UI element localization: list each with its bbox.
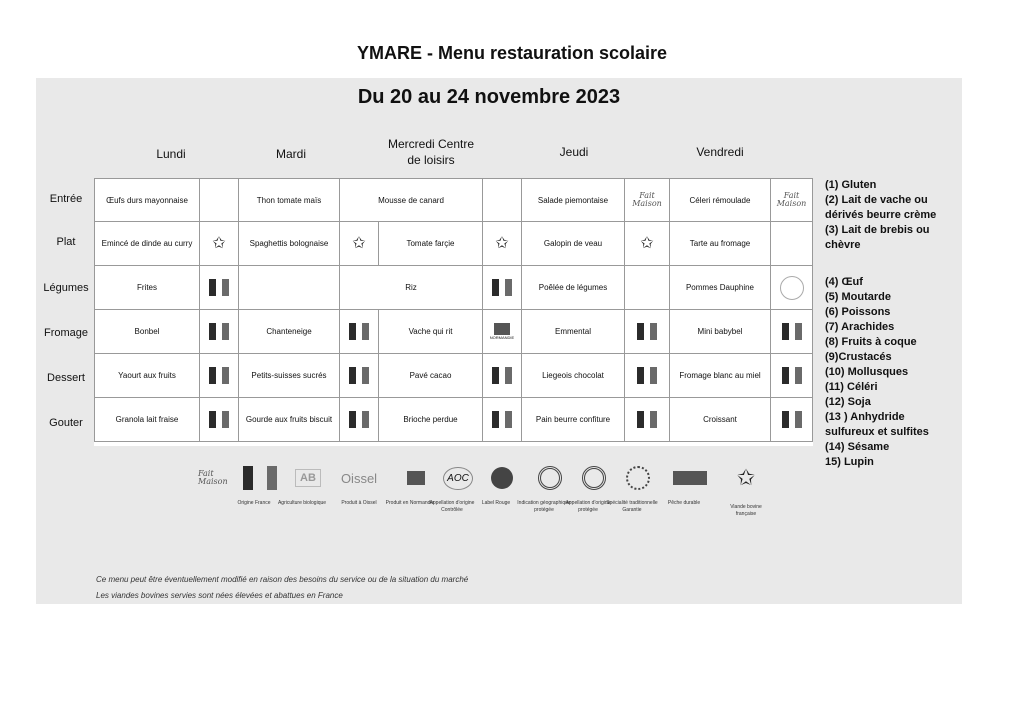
allergen-item: (7) Arachides xyxy=(825,321,895,333)
viande-bovine-star-icon: ✩ xyxy=(640,234,654,252)
page-title: YMARE - Menu restauration scolaire xyxy=(356,43,668,63)
row-legumes: Légumes xyxy=(43,282,89,294)
cell-jeudi-entree-badge xyxy=(624,178,670,222)
cell-vendredi-legumes-badge xyxy=(770,265,813,310)
cell-mardi-dessert: Petits-suisses sucrés xyxy=(238,353,340,398)
cell-mardi-gouter-badge xyxy=(339,397,379,442)
legend-label: Spécialité traditionnelle Garantie xyxy=(606,500,658,513)
row-fromage: Fromage xyxy=(43,327,89,339)
cell-vendredi-dessert: Fromage blanc au miel xyxy=(669,353,771,398)
cell-mardi-plat-badge xyxy=(339,221,379,266)
origine-france-icon xyxy=(209,279,229,296)
legend-label: Origine France xyxy=(237,500,271,506)
cell-mercredi-dessert-badge xyxy=(482,353,522,398)
date-range: Du 20 au 24 novembre 2023 xyxy=(357,86,621,108)
cell-lundi-gouter: Granola lait fraise xyxy=(94,397,200,442)
origine-france-icon xyxy=(492,411,512,428)
legend-viande-bovine xyxy=(730,464,762,534)
note-1: Ce menu peut être éventuellement modifié en raison des besoins du service ou de la situation du marché xyxy=(96,575,469,584)
legend-label-rouge xyxy=(481,464,518,534)
label-round-icon xyxy=(780,276,804,300)
fait-maison-icon: Fait Maison xyxy=(776,191,807,208)
origine-france-icon xyxy=(782,367,802,384)
allergen-item: (9)Crustacés xyxy=(825,351,892,363)
normandie-label: NORMANDIE xyxy=(489,334,515,340)
origine-france-icon xyxy=(492,279,512,296)
allergen-item: (5) Moutarde xyxy=(825,291,891,303)
cell-jeudi-fromage: Emmental xyxy=(521,309,625,354)
cell-jeudi-dessert: Liegeois chocolat xyxy=(521,353,625,398)
normandie-icon xyxy=(407,471,425,485)
cell-jeudi-legumes: Poêlée de légumes xyxy=(521,265,625,310)
cell-mercredi-plat: Tomate farçie xyxy=(378,221,483,266)
origine-france-icon xyxy=(782,411,802,428)
cell-mercredi-legumes-badge xyxy=(482,265,522,310)
cell-jeudi-dessert-badge xyxy=(624,353,670,398)
legend-origine-france xyxy=(237,464,276,534)
legend-label: Indication géographique protégée xyxy=(517,500,571,513)
cell-mercredi-fromage-badge xyxy=(482,309,522,354)
aop-icon xyxy=(582,466,606,490)
allergen-item: 15) Lupin xyxy=(825,456,874,468)
cell-lundi-entree: Œufs durs mayonnaise xyxy=(94,178,200,222)
cell-vendredi-gouter: Croissant xyxy=(669,397,771,442)
legend-bio xyxy=(277,464,327,534)
day-vendredi: Vendredi xyxy=(696,145,744,159)
cell-vendredi-dessert-badge xyxy=(770,353,813,398)
cell-jeudi-gouter-badge xyxy=(624,397,670,442)
normandie-icon xyxy=(494,323,510,335)
cell-vendredi-entree: Céleri rémoulade xyxy=(669,178,771,222)
allergen-item: (3) Lait de brebis ou chèvre xyxy=(825,224,930,251)
viande-bovine-star-icon: ✩ xyxy=(212,234,226,252)
row-entree: Entrée xyxy=(49,193,83,205)
origine-france-icon xyxy=(637,367,657,384)
cell-vendredi-plat: Tarte au fromage xyxy=(669,221,771,266)
cell-mardi-entree: Thon tomate maïs xyxy=(238,178,340,222)
cell-vendredi-fromage: Mini babybel xyxy=(669,309,771,354)
legend-label: Agriculture biologique xyxy=(277,500,327,506)
legend-label: Appellation d'origine Contrôlée xyxy=(429,500,475,513)
igp-icon xyxy=(538,466,562,490)
viande-bovine-star-icon: ✩ xyxy=(736,465,756,490)
cell-mardi-dessert-badge xyxy=(339,353,379,398)
legend-stg xyxy=(606,464,658,534)
cell-lundi-entree-badge xyxy=(199,178,239,222)
legend-aop xyxy=(565,464,611,534)
cell-mardi-legumes xyxy=(238,265,340,310)
cell-mardi-fromage: Chanteneige xyxy=(238,309,340,354)
day-mercredi: Mercredi Centre de loisirs xyxy=(387,137,475,167)
cell-lundi-fromage: Bonbel xyxy=(94,309,200,354)
legend-oissel xyxy=(334,464,384,534)
cell-mercredi-legumes: Riz xyxy=(339,265,483,310)
fait-maison-icon: Fait Maison xyxy=(198,469,228,486)
allergen-item: (12) Soja xyxy=(825,396,871,408)
legend-normandie xyxy=(385,464,435,534)
origine-france-icon xyxy=(349,367,369,384)
cell-vendredi-entree-badge xyxy=(770,178,813,222)
cell-lundi-plat-badge xyxy=(199,221,239,266)
legend-aoc xyxy=(429,464,475,534)
legend-label: Produit en Normandie xyxy=(385,500,435,506)
origine-france-icon xyxy=(637,323,657,340)
row-plat: Plat xyxy=(56,236,76,248)
allergen-item: (13 ) Anhydride sulfureux et sulfites xyxy=(825,411,929,438)
cell-vendredi-plat-badge xyxy=(770,221,813,266)
allergen-item: (8) Fruits à coque xyxy=(825,336,917,348)
cell-mardi-gouter: Gourde aux fruits biscuit xyxy=(238,397,340,442)
cell-lundi-fromage-badge xyxy=(199,309,239,354)
legend-label: Pêche durable xyxy=(667,500,701,506)
cell-jeudi-plat-badge xyxy=(624,221,670,266)
cell-jeudi-gouter: Pain beurre confiture xyxy=(521,397,625,442)
origine-france-icon xyxy=(637,411,657,428)
menu-sheet xyxy=(36,78,962,604)
row-gouter: Gouter xyxy=(49,417,83,429)
cell-vendredi-gouter-badge xyxy=(770,397,813,442)
allergen-item: (10) Mollusques xyxy=(825,366,909,378)
origine-france-icon xyxy=(209,411,229,428)
cell-lundi-dessert: Yaourt aux fruits xyxy=(94,353,200,398)
cell-lundi-dessert-badge xyxy=(199,353,239,398)
peche-durable-icon xyxy=(673,471,707,485)
allergen-list xyxy=(825,178,955,470)
cell-mardi-fromage-badge xyxy=(339,309,379,354)
allergen-item: (11) Céléri xyxy=(825,381,878,393)
row-dessert: Dessert xyxy=(47,372,85,384)
allergen-item: (2) Lait de vache ou dérivés beurre crème xyxy=(825,194,937,221)
note-2: Les viandes bovines servies sont nées élevées et abattues en France xyxy=(96,591,343,600)
cell-vendredi-fromage-badge xyxy=(770,309,813,354)
allergen-item: (4) Œuf xyxy=(825,276,863,288)
cell-lundi-legumes-badge xyxy=(199,265,239,310)
origine-france-icon xyxy=(782,323,802,340)
stg-icon xyxy=(626,466,650,490)
legend-label: Appellation d'origine protégée xyxy=(565,500,611,513)
ab-icon: AB xyxy=(295,469,321,487)
fait-maison-icon: Fait Maison xyxy=(632,191,662,208)
oissel-icon: Oissel xyxy=(340,470,378,486)
allergen-item: (1) Gluten xyxy=(825,179,877,191)
viande-bovine-star-icon: ✩ xyxy=(495,234,509,252)
legend-fait-maison xyxy=(198,464,230,534)
cell-lundi-legumes: Frites xyxy=(94,265,200,310)
cell-jeudi-fromage-badge xyxy=(624,309,670,354)
allergen-item: (6) Poissons xyxy=(825,306,891,318)
cell-mercredi-fromage: Vache qui rit xyxy=(378,309,483,354)
legend-label: Label Rouge xyxy=(481,500,511,506)
legend-igp xyxy=(517,464,571,534)
cell-mercredi-entree-badge xyxy=(482,178,522,222)
menu-grid xyxy=(94,178,813,446)
legend-label: Produit à Oissel xyxy=(341,500,377,506)
cell-mercredi-entree: Mousse de canard xyxy=(339,178,483,222)
cell-mercredi-plat-badge xyxy=(482,221,522,266)
origine-france-icon xyxy=(349,323,369,340)
legend-peche-durable xyxy=(667,464,708,534)
cell-mercredi-dessert: Pavé cacao xyxy=(378,353,483,398)
cell-jeudi-entree: Salade piemontaise xyxy=(521,178,625,222)
allergen-item: (14) Sésame xyxy=(825,441,890,453)
legend-label: Viande bovine française xyxy=(730,504,762,517)
origine-france-icon xyxy=(492,367,512,384)
day-mardi: Mardi xyxy=(275,147,306,161)
cell-mercredi-gouter: Brioche perdue xyxy=(378,397,483,442)
label-rouge-icon xyxy=(491,467,513,489)
cell-mardi-plat: Spaghettis bolognaise xyxy=(238,221,340,266)
cell-jeudi-plat: Galopin de veau xyxy=(521,221,625,266)
origine-france-icon xyxy=(209,367,229,384)
cell-lundi-gouter-badge xyxy=(199,397,239,442)
cell-vendredi-legumes: Pommes Dauphine xyxy=(669,265,771,310)
viande-bovine-star-icon: ✩ xyxy=(352,234,366,252)
day-lundi: Lundi xyxy=(156,147,186,161)
origine-france-icon xyxy=(349,411,369,428)
cell-jeudi-legumes-badge xyxy=(624,265,670,310)
origine-france-icon xyxy=(209,323,229,340)
origine-france-icon xyxy=(243,466,277,490)
cell-mercredi-gouter-badge xyxy=(482,397,522,442)
cell-lundi-plat: Emincé de dinde au curry xyxy=(94,221,200,266)
aoc-icon: AOC xyxy=(443,467,473,490)
day-jeudi: Jeudi xyxy=(559,145,589,159)
